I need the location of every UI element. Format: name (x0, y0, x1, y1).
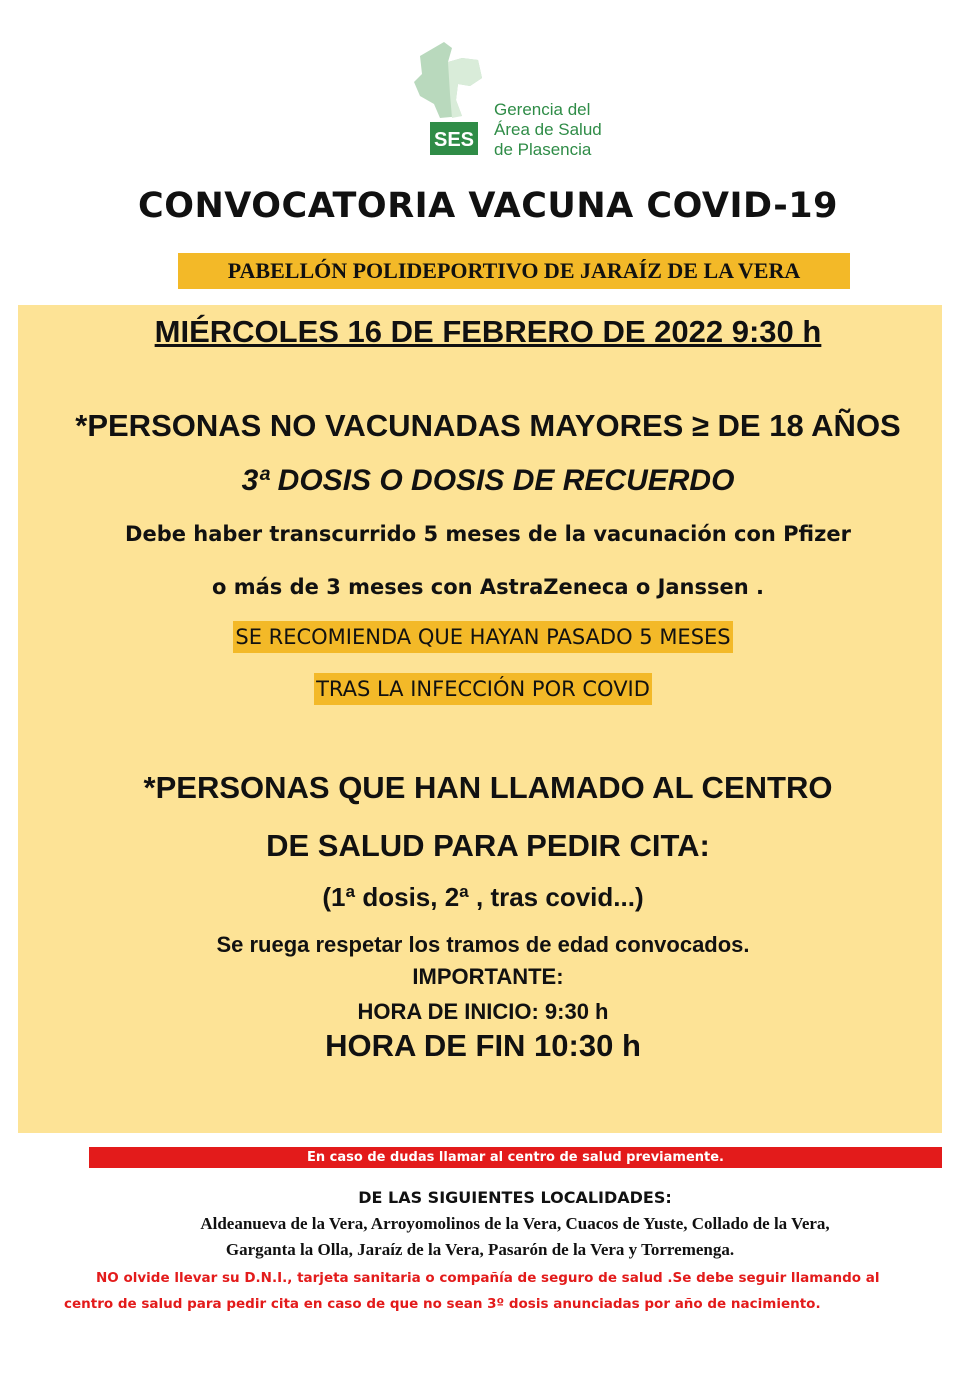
section1-recommendation-1-row (0, 625, 966, 649)
logo-badge-text: SES (433, 129, 475, 151)
section1-requirement-2: o más de 3 meses con AstraZeneca o Janssen . (212, 575, 764, 599)
localities-line-2: Garganta la Olla, Jaraíz de la Vera, Pasarón de la Vera y Torremenga. (225, 1240, 735, 1259)
section1-recommendation-1: SE RECOMIENDA QUE HAYAN PASADO 5 MESES (233, 621, 732, 653)
section2-age-note: Se ruega respetar los tramos de edad convocados. (216, 932, 750, 957)
reminder-note-1: NO olvide llevar su D.N.I., tarjeta sanitaria o compañía de seguro de salud .Se debe seguir llamando al (96, 1270, 880, 1286)
reminder-note-2: centro de salud para pedir cita en caso de que no sean 3º dosis anunciadas por año de nacimiento. (64, 1296, 821, 1312)
section1-subheading: 3ª DOSIS O DOSIS DE RECUERDO (241, 464, 735, 497)
localities-heading: DE LAS SIGUIENTES LOCALIDADES: (358, 1188, 672, 1207)
logo-line2: Área de Salud (494, 120, 602, 139)
event-date: MIÉRCOLES 16 DE FEBRERO DE 2022 9:30 h (154, 314, 822, 349)
section1-recommendation-2: TRAS LA INFECCIÓN POR COVID (314, 673, 652, 705)
section2-doses: (1ª dosis, 2ª , tras covid...) (322, 882, 644, 912)
doubts-banner: En caso de dudas llamar al centro de salud previamente. (89, 1147, 942, 1168)
section2-important-label: IMPORTANTE: (412, 964, 564, 989)
logo-line1: Gerencia del (494, 100, 591, 119)
localities-line-1: Aldeanueva de la Vera, Arroyomolinos de la Vera, Cuacos de Yuste, Collado de la Vera, (200, 1214, 830, 1233)
section1-heading: *PERSONAS NO VACUNADAS MAYORES ≥ DE 18 AÑOS (75, 408, 901, 443)
section2-heading-2: DE SALUD PARA PEDIR CITA: (266, 828, 710, 863)
logo-line3: de Plasencia (494, 140, 592, 159)
start-time: HORA DE INICIO: 9:30 h (357, 999, 609, 1024)
section1-requirement-1: Debe haber transcurrido 5 meses de la vacunación con Pfizer (125, 522, 851, 546)
logo-text (494, 100, 602, 160)
section1-recommendation-2-row (0, 677, 966, 701)
page-title: CONVOCATORIA VACUNA COVID-19 (138, 186, 838, 226)
section2-heading-1: *PERSONAS QUE HAN LLAMADO AL CENTRO (143, 770, 833, 805)
venue-banner: PABELLÓN POLIDEPORTIVO DE JARAÍZ DE LA VERA (178, 253, 850, 289)
end-time: HORA DE FIN 10:30 h (325, 1028, 641, 1063)
